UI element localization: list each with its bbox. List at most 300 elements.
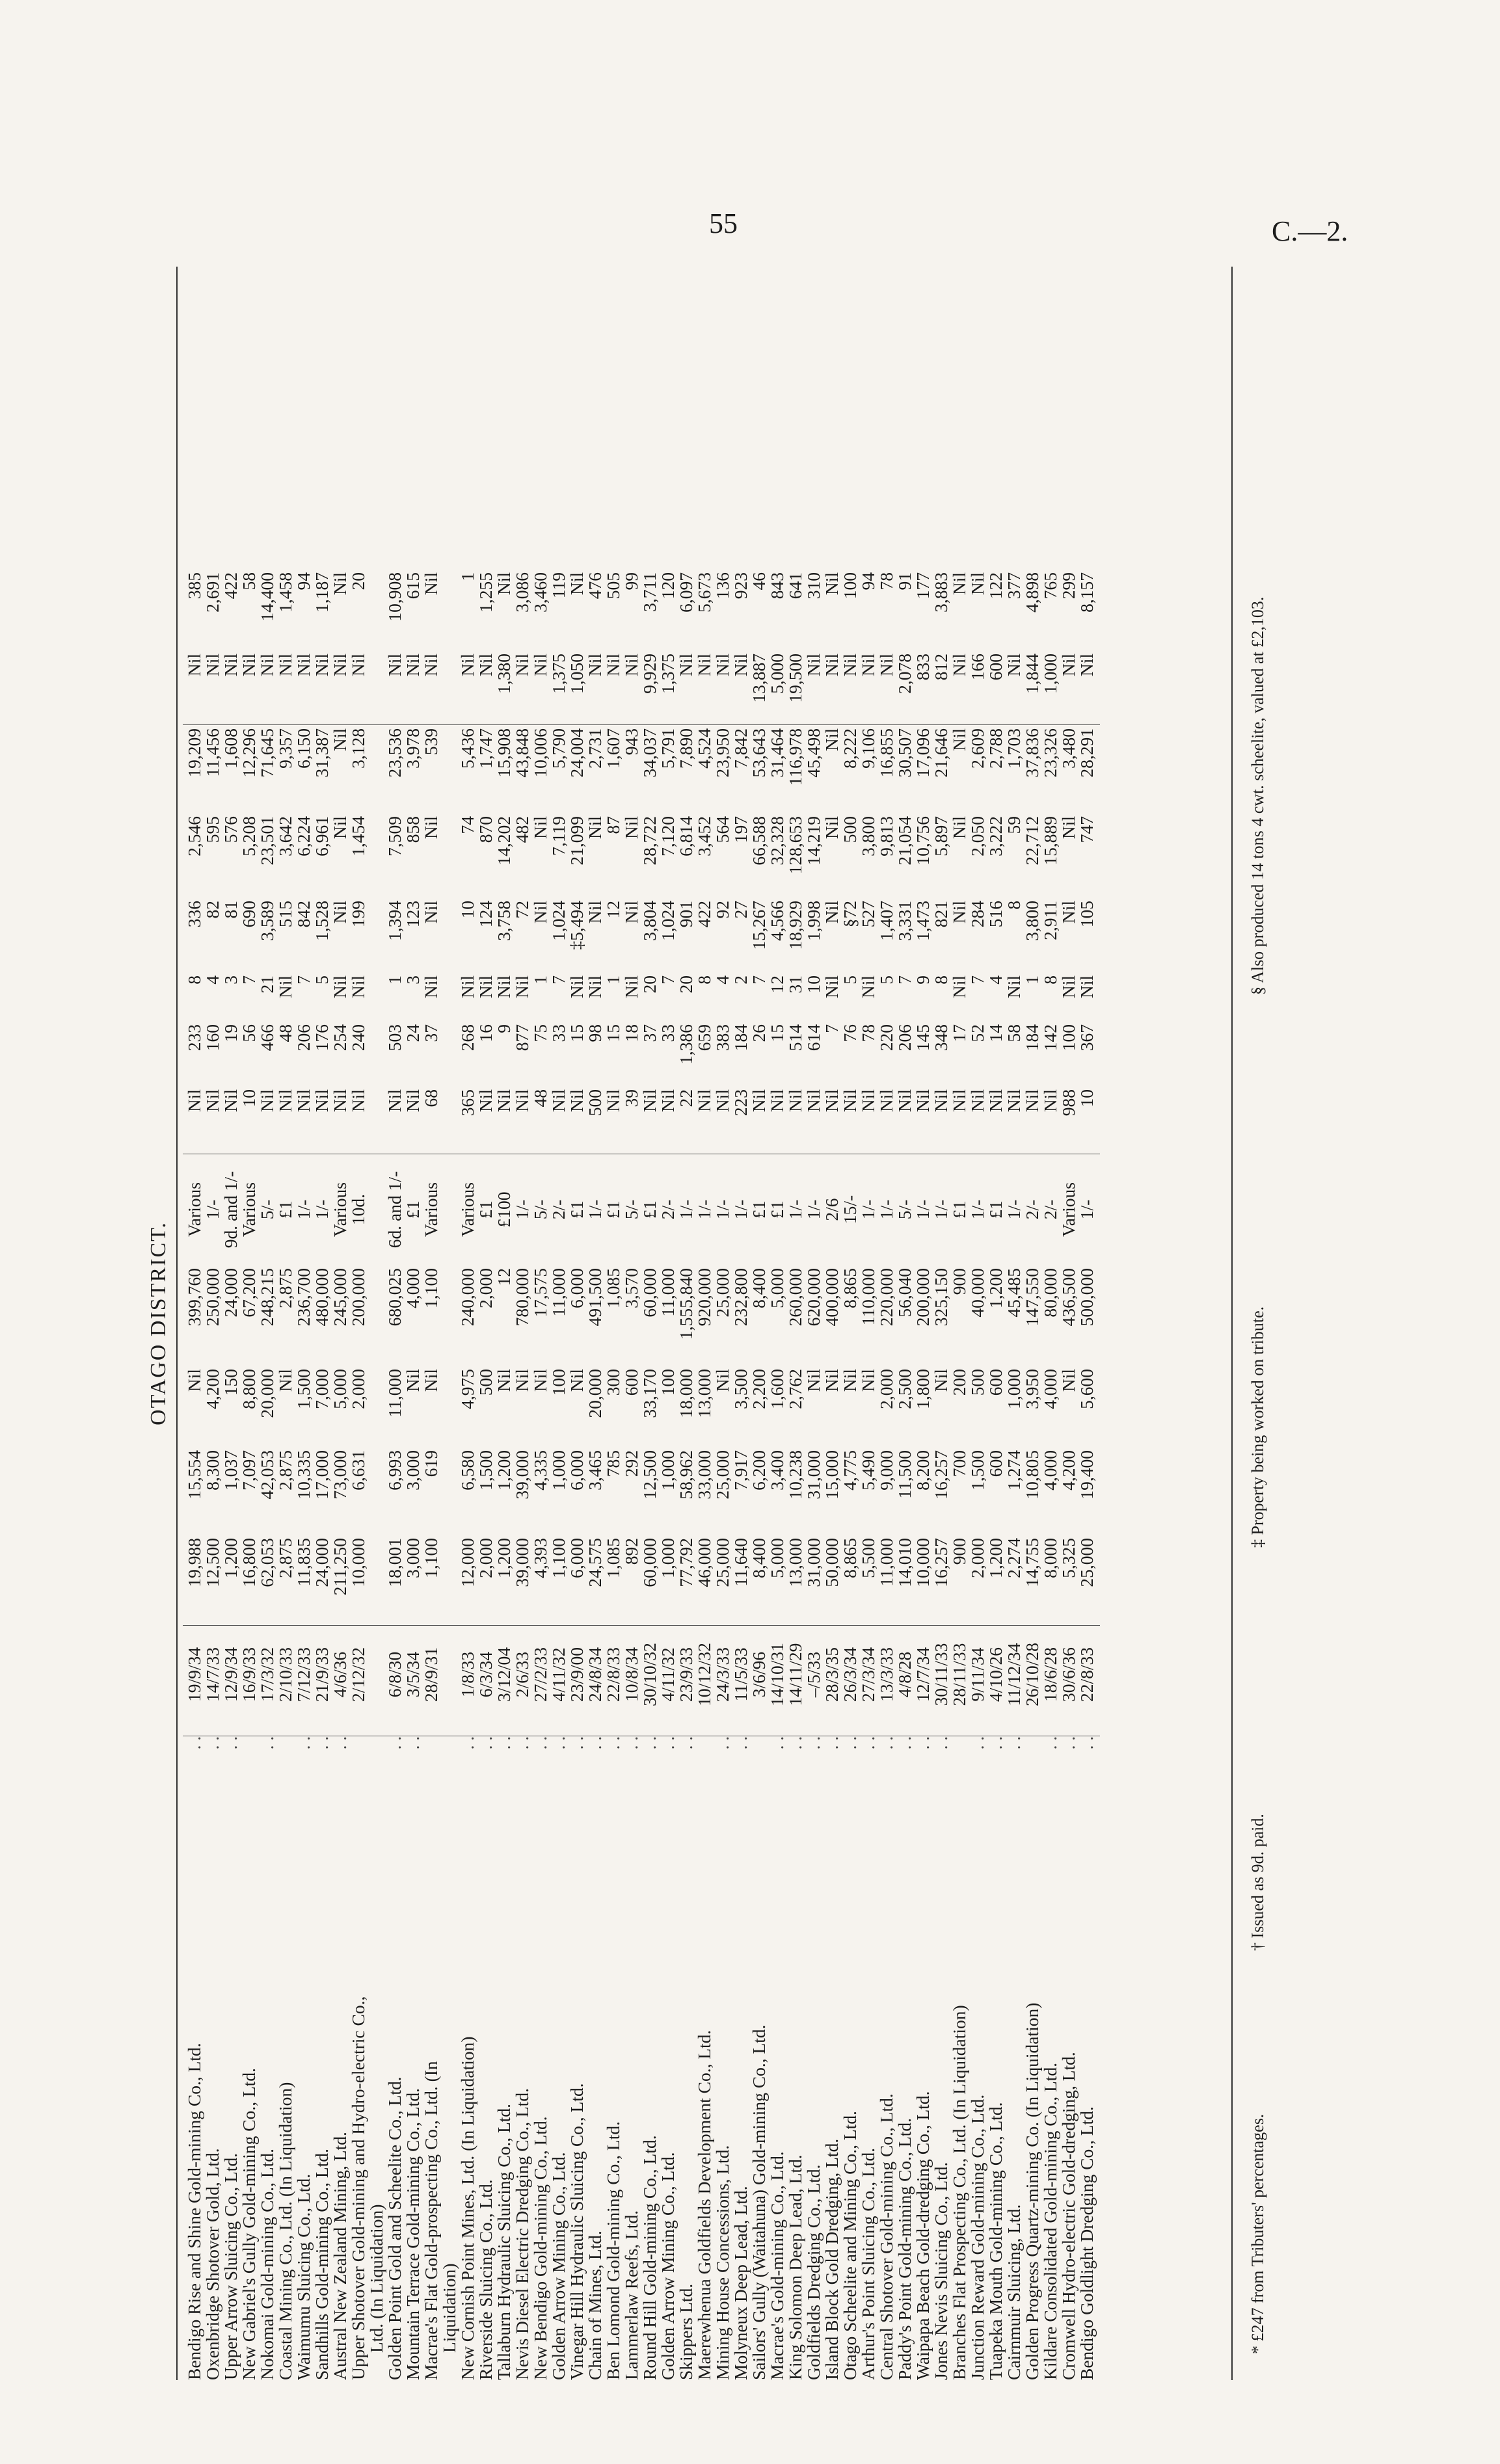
men-employed-cell: Nil [858,975,878,999]
capital-subscribed-cell: 1,000 [658,1450,678,1490]
dividends-cell: Nil [512,654,532,677]
expenditure-cell: Nil [822,728,842,752]
capital-subscribed-cell: 292 [621,1450,641,1477]
shares-contributing-cell: Nil [567,1369,587,1392]
shareholders-cell: 206 [293,1024,314,1052]
capital-subscribed-cell: 3,000 [403,1450,423,1490]
gold-ounces-cell: 3,758 [494,901,514,941]
calls-outstanding-cell [368,1089,386,1151]
company-name-cell: Ltd. (In Liquidation) [366,2204,386,2353]
company-name-cell: Bendigo Rise and Shine Gold-mining Co., Ltd. [184,2043,204,2380]
shareholders-cell: 17 [949,1024,969,1042]
capital-subscribed-cell: 5,490 [858,1450,878,1490]
capital-subscribed-cell: 33,000 [694,1450,714,1500]
dividends-cell: 833 [913,654,933,681]
registration-date-cell: 12/9/34 [221,1647,241,1702]
dividends-cell: Nil [202,654,222,677]
expenditure-cell: 21,646 [931,728,951,778]
leader-dots-cell: . . [512,1736,532,1750]
men-employed-cell: Nil [1058,975,1078,999]
nominal-capital-cell: 5,500 [858,1538,878,1578]
capital-subscribed-cell: 15,000 [822,1450,842,1500]
leader-dots-cell: . . [712,1736,732,1750]
gold-ounces-cell: 515 [275,901,295,928]
dividends-cell [368,654,386,725]
share-value-cell: 1/- [585,1199,605,1220]
expenditure-cell: 2,731 [585,728,605,769]
number-of-shares-cell: 900 [949,1268,969,1295]
share-value-cell: 1/- [712,1199,732,1220]
nominal-capital-cell [440,1538,459,1623]
men-employed-cell: Nil [421,975,441,999]
shareholders-cell: 24 [403,1024,423,1042]
leader-dots-cell: . . [221,1736,241,1750]
nominal-capital-cell: 5,325 [1058,1538,1078,1578]
shares-contributing-cell: 20,000 [257,1369,277,1418]
leader-dots-cell: . . [330,1736,350,1750]
men-employed-cell: Nil [949,975,969,999]
rotated-table [146,267,1278,2380]
shares-contributing-cell: 150 [221,1369,241,1396]
share-value-cell [440,1154,459,1265]
shareholders-cell: 233 [184,1024,204,1052]
men-employed-cell: 20 [639,975,660,994]
leader-dots-cell: . . [858,1736,878,1750]
men-employed-cell: Nil [822,975,842,999]
shareholders-cell: 240 [348,1024,368,1052]
dividends-cell: Nil [1004,654,1024,677]
nominal-capital-column [185,1538,1096,1623]
expenditure-cell: 1,703 [1004,728,1024,769]
expenditure-cell [368,728,386,813]
registration-date-cell: 24/3/33 [712,1647,732,1702]
gold-value-cell: 7,509 [384,816,405,856]
gold-value-cell: 6,961 [312,816,332,856]
gold-ounces-cell: 18,929 [785,901,805,950]
leader-dots-cell: . . [567,1736,587,1750]
nominal-capital-cell: 900 [949,1538,969,1565]
shares-contributing-cell: Nil [858,1369,878,1392]
calls-outstanding-cell: Nil [567,1089,587,1113]
shares-contributing-cell: Nil [822,1369,842,1392]
calls-outstanding-cell: Nil [1004,1089,1024,1113]
number-of-shares-cell: 40,000 [967,1268,987,1318]
share-value-cell: 5/- [257,1199,277,1220]
liabilities-cell [440,572,459,650]
footnote: * £247 from Tributers' percentages. [1248,2113,1267,2354]
capital-subscribed-cell: 31,000 [803,1450,824,1500]
gold-ounces-cell: 1,024 [658,901,678,941]
calls-outstanding-cell: Nil [658,1089,678,1113]
shares-contributing-cell: 2,500 [894,1369,915,1409]
leader-dots-cell: . . [676,1736,696,1750]
gold-ounces-cell: §72 [840,901,860,928]
dividends-cell: Nil [403,654,423,677]
liabilities-cell: 422 [221,572,241,600]
men-employed-cell: 7 [967,975,987,985]
calls-outstanding-column [185,1089,1096,1151]
share-value-cell: 5/- [621,1199,641,1220]
nominal-capital-cell: 892 [621,1538,641,1565]
leader-dots-cell: . . [913,1736,933,1750]
company-name-cell: New Cornish Point Mines, Ltd. (In Liquidation) [457,2036,477,2380]
expenditure-cell: 116,978 [785,728,805,786]
gold-value-cell: 7,119 [548,816,569,856]
registration-date-cell: 4/8/28 [894,1651,915,1698]
number-of-shares-cell: 260,000 [785,1268,805,1327]
registration-date-cell: 28/9/31 [421,1647,441,1702]
share-value-cell: 1/- [676,1199,696,1220]
gold-ounces-cell: Nil [330,901,350,924]
expenditure-cell: 12,296 [239,728,259,778]
shareholders-cell: 145 [913,1024,933,1052]
expenditure-cell: 53,643 [749,728,769,778]
company-name-cell: Liquidation) [439,2263,459,2353]
expenditure-cell: 23,950 [712,728,732,778]
share-value-cell: £1 [639,1200,660,1219]
number-of-shares-cell: 5,000 [767,1268,787,1308]
calls-outstanding-cell: Nil [894,1089,915,1113]
share-value-cell: 5/- [894,1199,915,1220]
share-value-cell: 1/- [785,1199,805,1220]
registration-date-cell: 18/6/28 [1040,1647,1060,1702]
gold-ounces-cell: 124 [475,901,496,928]
expenditure-cell: 31,387 [312,728,332,778]
gold-value-cell: Nil [330,816,350,840]
gold-value-cell: 858 [403,816,423,843]
gold-value-cell: 5,208 [239,816,259,856]
expenditure-cell: 1,607 [603,728,623,769]
gold-value-cell: 14,202 [494,816,514,866]
capital-subscribed-cell: 10,805 [1022,1450,1042,1500]
men-employed-cell: 5 [840,975,860,985]
capital-subscribed-cell: 6,200 [749,1450,769,1490]
company-name-cell: Waipapa Beach Gold-dredging Co., Ltd. [913,2091,933,2380]
gold-value-cell: 74 [457,816,477,834]
share-value-cell: 1/- [1077,1199,1097,1220]
company-name-cell: Coastal Mining Co., Ltd. (In Liquidation) [275,2082,295,2380]
shareholders-cell: 206 [894,1024,915,1052]
registration-date-cell: 2/10/33 [275,1647,295,1702]
shares-contributing-cell: Nil [840,1369,860,1392]
shareholders-cell: 75 [530,1024,550,1042]
expenditure-cell: 31,464 [767,728,787,778]
calls-outstanding-cell: Nil [822,1089,842,1113]
gold-value-cell: 595 [202,816,222,843]
number-of-shares-cell [440,1268,459,1366]
shares-contributing-cell: 2,000 [348,1369,368,1409]
registration-date-cell: 6/8/30 [384,1651,405,1698]
dividends-cell: 1,844 [1022,654,1042,694]
capital-subscribed-cell: 10,238 [785,1450,805,1500]
registration-date-cell: 26/3/34 [840,1647,860,1702]
gold-ounces-cell: 72 [512,901,532,919]
gold-ounces-cell: 15,267 [749,901,769,950]
registration-date-cell: 24/8/34 [585,1647,605,1702]
gold-value-cell: 482 [512,816,532,843]
shares-contributing-cell: 600 [621,1369,641,1396]
registration-date-cell: 2/6/33 [512,1651,532,1698]
shares-contributing-cell: Nil [931,1369,951,1392]
expenditure-cell: 9,106 [858,728,878,769]
share-value-cell: Various [421,1182,441,1238]
dividends-cell: 1,000 [1040,654,1060,694]
nominal-capital-cell: 1,085 [603,1538,623,1578]
footnote: † Issued as 9d. paid. [1248,1814,1267,1951]
table-title: OTAGO DISTRICT. [146,1221,170,1425]
number-of-shares-cell: 11,000 [658,1268,678,1317]
shareholders-cell: 184 [1022,1024,1042,1052]
expenditure-cell: 71,645 [257,728,277,778]
company-name-cell: Tallaburn Hydraulic Sluicing Co., Ltd. [494,2103,514,2380]
expenditure-cell: 11,456 [202,728,222,777]
men-employed-cell: Nil [494,975,514,999]
shareholders-cell: 220 [876,1024,896,1052]
leader-dots-cell: . . [1058,1736,1078,1750]
gold-value-cell: 3,452 [694,816,714,856]
registration-date-cell: 10/12/32 [694,1643,714,1706]
gold-ounces-cell: 199 [348,901,368,928]
liabilities-cell: 94 [858,572,878,590]
expenditure-column [185,728,1096,813]
nominal-capital-cell: 6,000 [567,1538,587,1578]
dividends-column [185,654,1096,725]
shareholders-cell: 367 [1077,1024,1097,1052]
number-of-shares-cell: 399,760 [184,1268,204,1327]
leader-dots-cell: . . [621,1736,641,1750]
calls-outstanding-cell: Nil [512,1089,532,1113]
number-of-shares-cell [368,1268,386,1366]
calls-outstanding-cell: Nil [913,1089,933,1113]
men-employed-cell: 4 [712,975,732,985]
gold-value-cell: 3,642 [275,816,295,856]
liabilities-cell: 120 [658,572,678,600]
liabilities-cell: 46 [749,572,769,590]
share-value-cell: 2/- [548,1199,569,1220]
gold-ounces-cell: Nil [621,901,641,924]
registration-date-cell: 14/7/33 [202,1647,222,1702]
company-name-cell: Mining House Concessions, Ltd. [712,2145,732,2380]
calls-outstanding-cell: Nil [985,1089,1006,1113]
calls-outstanding-cell: Nil [548,1089,569,1113]
liabilities-cell: 8,157 [1077,572,1097,613]
gold-value-cell: 32,328 [767,816,787,866]
share-value-cell: Various [457,1182,477,1238]
nominal-capital-cell: 16,257 [931,1538,951,1587]
shares-contributing-cell: 3,500 [730,1369,751,1409]
number-of-shares-cell: 4,000 [403,1268,423,1308]
leader-dots-cell: . . [894,1736,915,1750]
share-value-cell: £1 [749,1200,769,1219]
gold-ounces-cell: 123 [403,901,423,928]
leader-dots-cell: . . [840,1736,860,1750]
capital-subscribed-cell: 1,500 [475,1450,496,1490]
leader-dots-cell: . . [1077,1736,1097,1750]
shares-contributing-cell [368,1369,386,1447]
table-bottom-rule [1231,267,1233,2380]
capital-subscribed-cell: 1,500 [967,1450,987,1490]
share-value-cell: £1 [275,1200,295,1219]
number-of-shares-cell: 6,000 [567,1268,587,1308]
company-name-cell: Junction Reward Gold-mining Co., Ltd. [967,2094,987,2380]
shareholders-cell: 76 [840,1024,860,1042]
calls-outstanding-cell: 988 [1058,1089,1078,1117]
nominal-capital-cell: 8,865 [840,1538,860,1578]
share-value-cell: 1/- [512,1199,532,1220]
gold-ounces-cell: 82 [202,901,222,919]
calls-outstanding-cell [440,1089,459,1151]
expenditure-cell: 6,150 [293,728,314,769]
share-value-cell: 1/- [202,1199,222,1220]
shareholders-cell: 78 [858,1024,878,1042]
dividends-cell: 13,887 [749,654,769,703]
calls-outstanding-cell: Nil [967,1089,987,1113]
registration-date-cell: –/5/33 [803,1651,824,1698]
capital-subscribed-cell: 7,097 [239,1450,259,1490]
calls-outstanding-cell: Nil [221,1089,241,1113]
shareholders-cell: 33 [658,1024,678,1042]
shareholders-cell: 7 [822,1024,842,1033]
number-of-shares-cell: 200,000 [913,1268,933,1327]
expenditure-cell: 19,209 [184,728,204,778]
share-value-cell: £1 [475,1200,496,1219]
number-of-shares-cell: 1,100 [421,1268,441,1308]
shareholders-column [185,1024,1096,1086]
shareholders-cell: 37 [639,1024,660,1042]
gold-ounces-cell: 901 [676,901,696,928]
registration-date-cell: 30/6/36 [1058,1647,1078,1702]
gold-value-cell: 3,222 [985,816,1006,856]
capital-subscribed-cell: 12,500 [639,1450,660,1500]
gold-ounces-cell: Nil [530,901,550,924]
leader-dots-cell: . . [548,1736,569,1750]
liabilities-cell: 177 [913,572,933,600]
shares-contributing-cell: Nil [512,1369,532,1392]
shares-contributing-cell: 7,000 [312,1369,332,1409]
registration-date-cell: 16/9/33 [239,1647,259,1702]
registration-date-cell: 2/12/32 [348,1647,368,1702]
expenditure-cell: 10,006 [530,728,550,778]
shareholders-cell: 659 [694,1024,714,1052]
capital-subscribed-cell: 6,580 [457,1450,477,1490]
leader-dots-cell: . . [822,1736,842,1750]
expenditure-cell: 24,004 [567,728,587,778]
shares-contributing-cell: 4,000 [1040,1369,1060,1409]
leader-dots-cell: . . [1004,1736,1024,1750]
capital-subscribed-cell: 6,993 [384,1450,405,1490]
company-name-cell: Mountain Terrace Gold-mining Co., Ltd. [403,2088,423,2380]
share-value-cell: 1/- [967,1199,987,1220]
share-value-cell: 2/- [1022,1199,1042,1220]
company-name-cell: Golden Arrow Mining Co., Ltd. [548,2152,569,2380]
dividends-cell: Nil [257,654,277,677]
shares-contributing-cell: Nil [184,1369,204,1392]
gold-ounces-cell: 4,566 [767,901,787,941]
number-of-shares-cell: 620,000 [803,1268,824,1327]
leader-dots-cell: . . [585,1736,605,1750]
dividends-cell: 19,500 [785,654,805,703]
liabilities-cell: 923 [730,572,751,600]
gold-value-cell: 9,813 [876,816,896,856]
shares-contributing-cell: Nil [530,1369,550,1392]
liabilities-cell: 1,187 [312,572,332,613]
shares-contributing-cell: 500 [967,1369,987,1396]
dividends-cell: 1,375 [658,654,678,694]
shareholders-cell: 33 [548,1024,569,1042]
expenditure-cell: 7,890 [676,728,696,769]
shares-contributing-cell: 11,000 [384,1369,405,1418]
gold-value-cell: 59 [1004,816,1024,834]
gold-ounces-cell: 821 [931,901,951,928]
company-name-cell: Waimumu Sluicing Co., Ltd. [293,2173,314,2380]
shareholders-cell: 466 [257,1024,277,1052]
expenditure-cell: 5,790 [548,728,569,769]
shareholders-cell: 100 [1058,1024,1078,1052]
nominal-capital-cell: 2,000 [475,1538,496,1578]
shareholders-cell: 18 [621,1024,641,1042]
capital-subscribed-cell [440,1450,459,1535]
calls-outstanding-cell: Nil [603,1089,623,1113]
leader-dots-cell: . . [494,1736,514,1750]
dividends-cell: Nil [457,654,477,677]
nominal-capital-cell: 12,500 [202,1538,222,1587]
capital-subscribed-cell: 1,200 [494,1450,514,1490]
gold-ounces-cell: 284 [967,901,987,928]
calls-outstanding-cell: Nil [803,1089,824,1113]
company-name-column [185,1736,1096,2380]
liabilities-cell: 3,883 [931,572,951,613]
gold-ounces-cell: Nil [421,901,441,924]
company-name-cell: King Solomon Deep Lead, Ltd. [785,2154,805,2380]
liabilities-cell: 3,086 [512,572,532,613]
shareholders-cell: 142 [1040,1024,1060,1052]
registration-date-cell: 1/8/33 [457,1651,477,1698]
shareholders-cell [440,1024,459,1086]
leader-dots-cell: . . [658,1736,678,1750]
shareholders-cell: 503 [384,1024,405,1052]
leader-dots-cell: . . [257,1736,277,1750]
leader-dots-cell: . . [730,1736,751,1750]
company-name-cell: Golden Progress Quartz-mining Co. (In Liquidation) [1022,2002,1042,2380]
page-number: 55 [709,207,738,239]
nominal-capital-cell: 16,800 [239,1538,259,1587]
men-employed-cell: 3 [221,975,241,985]
nominal-capital-cell: 1,100 [421,1538,441,1578]
expenditure-cell: Nil [330,728,350,752]
registration-date-cell: 9/11/34 [967,1647,987,1702]
leader-dots-cell: . . [767,1736,787,1750]
number-of-shares-cell: 45,485 [1004,1268,1024,1318]
liabilities-cell: 505 [603,572,623,600]
dividends-cell: 1,380 [494,654,514,694]
men-employed-column [185,975,1096,1021]
liabilities-cell: Nil [822,572,842,596]
nominal-capital-cell: 2,875 [275,1538,295,1578]
shareholders-cell: 254 [330,1024,350,1052]
shares-contributing-cell: Nil [403,1369,423,1392]
shares-contributing-cell: Nil [494,1369,514,1392]
capital-subscribed-cell: 11,500 [894,1450,915,1499]
men-employed-cell: 2 [730,975,751,985]
capital-subscribed-cell: 7,917 [730,1450,751,1490]
registration-date-cell: 30/10/32 [639,1643,660,1706]
leader-dots-cell [750,1723,768,1762]
shares-contributing-cell: 8,800 [239,1369,259,1409]
registration-date-cell: 27/2/33 [530,1647,550,1702]
men-employed-cell: 1 [530,975,550,985]
share-value-cell: 1/- [803,1199,824,1220]
dividends-cell: Nil [184,654,204,677]
